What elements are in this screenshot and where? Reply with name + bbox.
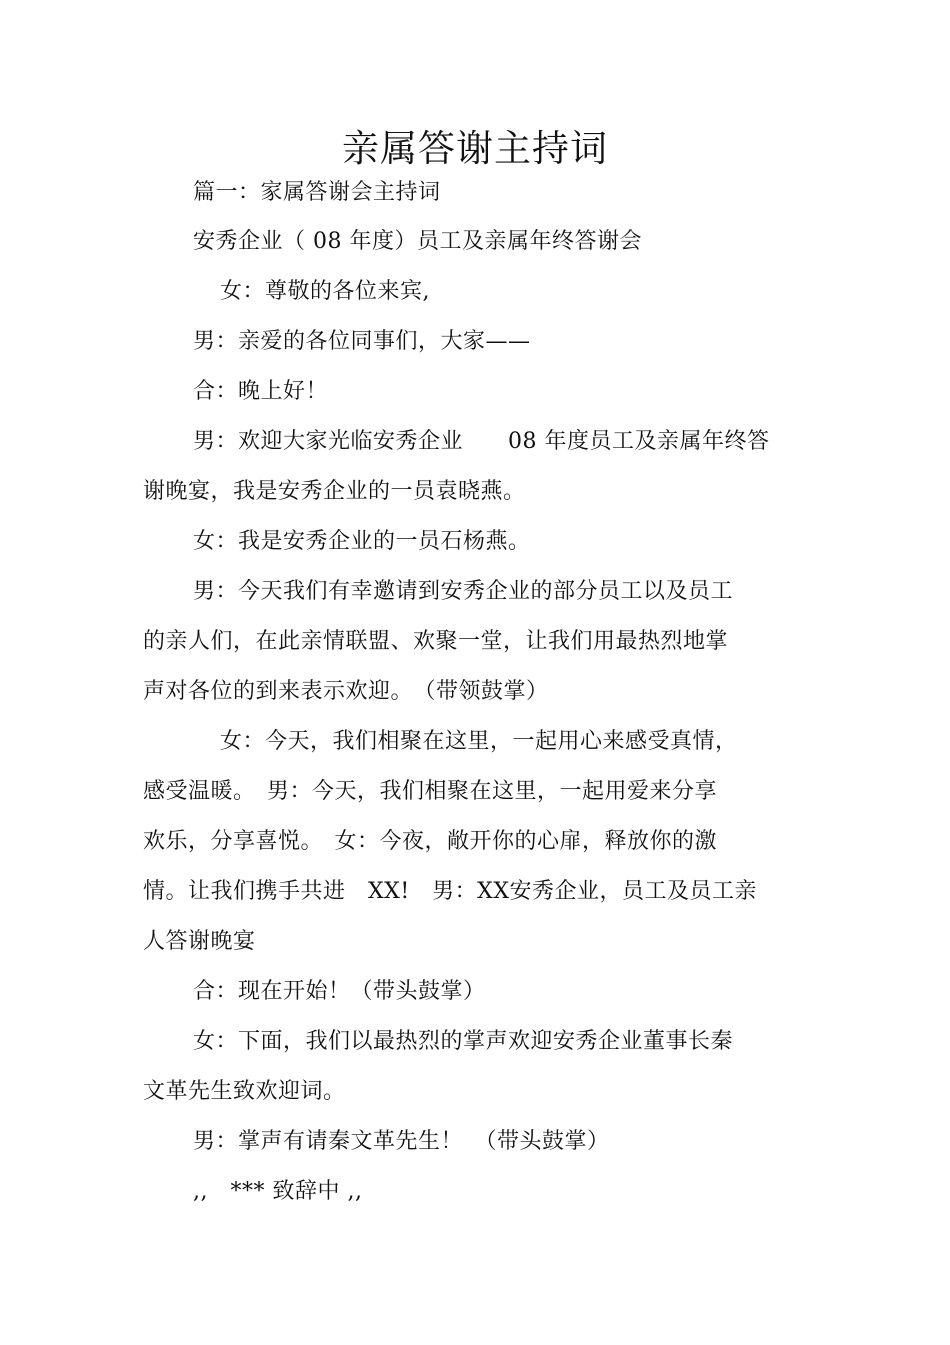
paragraph-line: 感受温暖。 男：今天，我们相聚在这里，一起用爱来分享 (143, 779, 718, 804)
paragraph-line: 人答谢晚宴 (143, 929, 256, 954)
paragraph-line: 合：现在开始！（带头鼓掌） (193, 979, 486, 1004)
paragraph-line: 声对各位的到来表示欢迎。 （带领鼓掌） (143, 679, 549, 704)
event-name: 安秀企业（ 08 年度）员工及亲属年终答谢会 (193, 229, 642, 254)
paragraph-line: 欢乐，分享喜悦。 女：今夜，敞开你的心扉，释放你的激 (143, 829, 718, 854)
page-title: 亲属答谢主持词 (342, 127, 608, 170)
paragraph-line: ,, *** 致辞中 ,, (193, 1179, 363, 1204)
paragraph-line: 男：今天我们有幸邀请到安秀企业的部分员工以及员工 (193, 579, 734, 604)
paragraph-line: 男：欢迎大家光临安秀企业 08 年度员工及亲属年终答 (193, 429, 770, 454)
paragraph-line: 女：我是安秀企业的一员石杨燕。 (193, 529, 531, 554)
paragraph-line: 情。让我们携手共进 XX! 男：XX安秀企业，员工及员工亲 (143, 879, 757, 904)
paragraph-line: 的亲人们，在此亲情联盟、欢聚一堂，让我们用最热烈地掌 (143, 629, 729, 654)
paragraph-line: 男：亲爱的各位同事们，大家—— (193, 329, 531, 354)
paragraph-line: 文革先生致欢迎词。 (143, 1079, 346, 1104)
paragraph-line: 女：下面，我们以最热烈的掌声欢迎安秀企业董事长秦 (193, 1029, 734, 1054)
paragraph-line: 合：晚上好！ (193, 379, 329, 404)
section-heading: 篇一：家属答谢会主持词 (193, 180, 441, 205)
paragraph-line: 女：尊敬的各位来宾, (220, 279, 430, 304)
paragraph-line: 谢晚宴，我是安秀企业的一员袁晓燕。 (143, 479, 526, 504)
paragraph-line: 女：今天，我们相聚在这里，一起用心来感受真情， (220, 729, 738, 754)
paragraph-line: 男：掌声有请秦文革先生！ （带头鼓掌） (193, 1129, 610, 1154)
